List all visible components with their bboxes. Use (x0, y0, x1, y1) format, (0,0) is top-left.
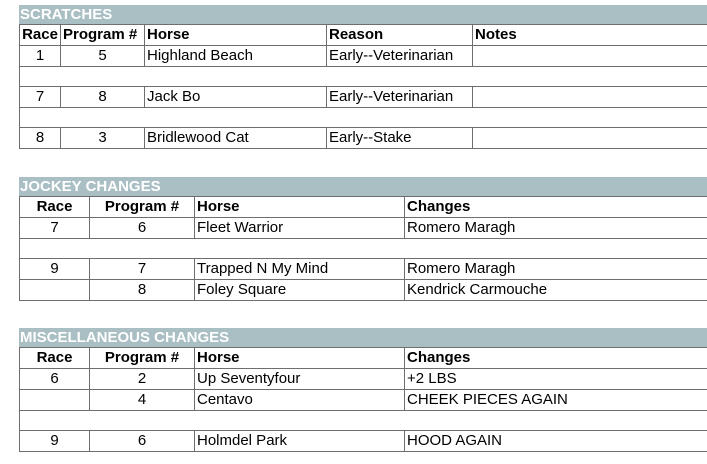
jockey-header-row (20, 197, 707, 218)
col-horse: Horse (195, 348, 405, 369)
changes-cell: +2 LBS (405, 369, 707, 390)
horse-cell: Highland Beach (145, 46, 327, 67)
notes-cell (473, 128, 707, 149)
horse-cell: Bridlewood Cat (145, 128, 327, 149)
horse-cell: Jack Bo (145, 87, 327, 108)
program-cell: 2 (90, 369, 195, 390)
reason-cell: Early--Veterinarian (327, 46, 473, 67)
col-notes: Notes (473, 25, 707, 46)
col-race: Race (20, 197, 90, 218)
table-row (20, 390, 707, 411)
program-cell: 7 (90, 259, 195, 280)
jockey-changes-section (19, 177, 707, 301)
race-cell: 1 (20, 46, 61, 67)
notes-cell (473, 46, 707, 67)
program-cell: 6 (90, 218, 195, 239)
horse-cell: Up Seventyfour (195, 369, 405, 390)
table-row (20, 67, 707, 87)
jockey-changes-table (19, 196, 707, 301)
race-cell: 8 (20, 128, 61, 149)
col-program: Program # (90, 348, 195, 369)
table-row (20, 218, 707, 239)
program-cell: 8 (61, 87, 145, 108)
changes-cell: CHEEK PIECES AGAIN (405, 390, 707, 411)
program-cell: 5 (61, 46, 145, 67)
table-row (20, 411, 707, 431)
race-cell (20, 390, 90, 411)
blank-cell (20, 239, 707, 259)
col-race: Race (20, 348, 90, 369)
changes-cell: HOOD AGAIN (405, 431, 707, 452)
jockey-changes-title: JOCKEY CHANGES (19, 177, 707, 196)
race-cell: 9 (20, 259, 90, 280)
changes-cell: Romero Maragh (405, 218, 707, 239)
col-race: Race (20, 25, 61, 46)
horse-cell: Centavo (195, 390, 405, 411)
table-row (20, 87, 707, 108)
table-row (20, 46, 707, 67)
col-horse: Horse (145, 25, 327, 46)
notes-cell (473, 87, 707, 108)
table-row (20, 239, 707, 259)
race-cell: 9 (20, 431, 90, 452)
col-reason: Reason (327, 25, 473, 46)
blank-cell (20, 108, 707, 128)
col-changes: Changes (405, 348, 707, 369)
table-row (20, 128, 707, 149)
col-program: Program # (90, 197, 195, 218)
horse-cell: Holmdel Park (195, 431, 405, 452)
scratches-header-row (20, 25, 707, 46)
race-cell: 7 (20, 218, 90, 239)
table-row (20, 108, 707, 128)
table-row (20, 259, 707, 280)
race-cell: 7 (20, 87, 61, 108)
reason-cell: Early--Stake (327, 128, 473, 149)
scratches-title: SCRATCHES (19, 5, 707, 24)
horse-cell: Fleet Warrior (195, 218, 405, 239)
scratches-section (19, 5, 707, 149)
race-cell (20, 280, 90, 301)
program-cell: 3 (61, 128, 145, 149)
col-changes: Changes (405, 197, 707, 218)
table-row (20, 280, 707, 301)
col-program: Program # (61, 25, 145, 46)
blank-cell (20, 411, 707, 431)
table-row (20, 431, 707, 452)
horse-cell: Trapped N My Mind (195, 259, 405, 280)
misc-changes-table (19, 347, 707, 452)
col-horse: Horse (195, 197, 405, 218)
changes-cell: Romero Maragh (405, 259, 707, 280)
misc-changes-section (19, 328, 707, 452)
program-cell: 4 (90, 390, 195, 411)
scratches-table (19, 24, 707, 149)
program-cell: 8 (90, 280, 195, 301)
program-cell: 6 (90, 431, 195, 452)
reason-cell: Early--Veterinarian (327, 87, 473, 108)
horse-cell: Foley Square (195, 280, 405, 301)
changes-cell: Kendrick Carmouche (405, 280, 707, 301)
misc-changes-title: MISCELLANEOUS CHANGES (19, 328, 707, 347)
table-row (20, 369, 707, 390)
race-cell: 6 (20, 369, 90, 390)
blank-cell (20, 67, 707, 87)
misc-header-row (20, 348, 707, 369)
